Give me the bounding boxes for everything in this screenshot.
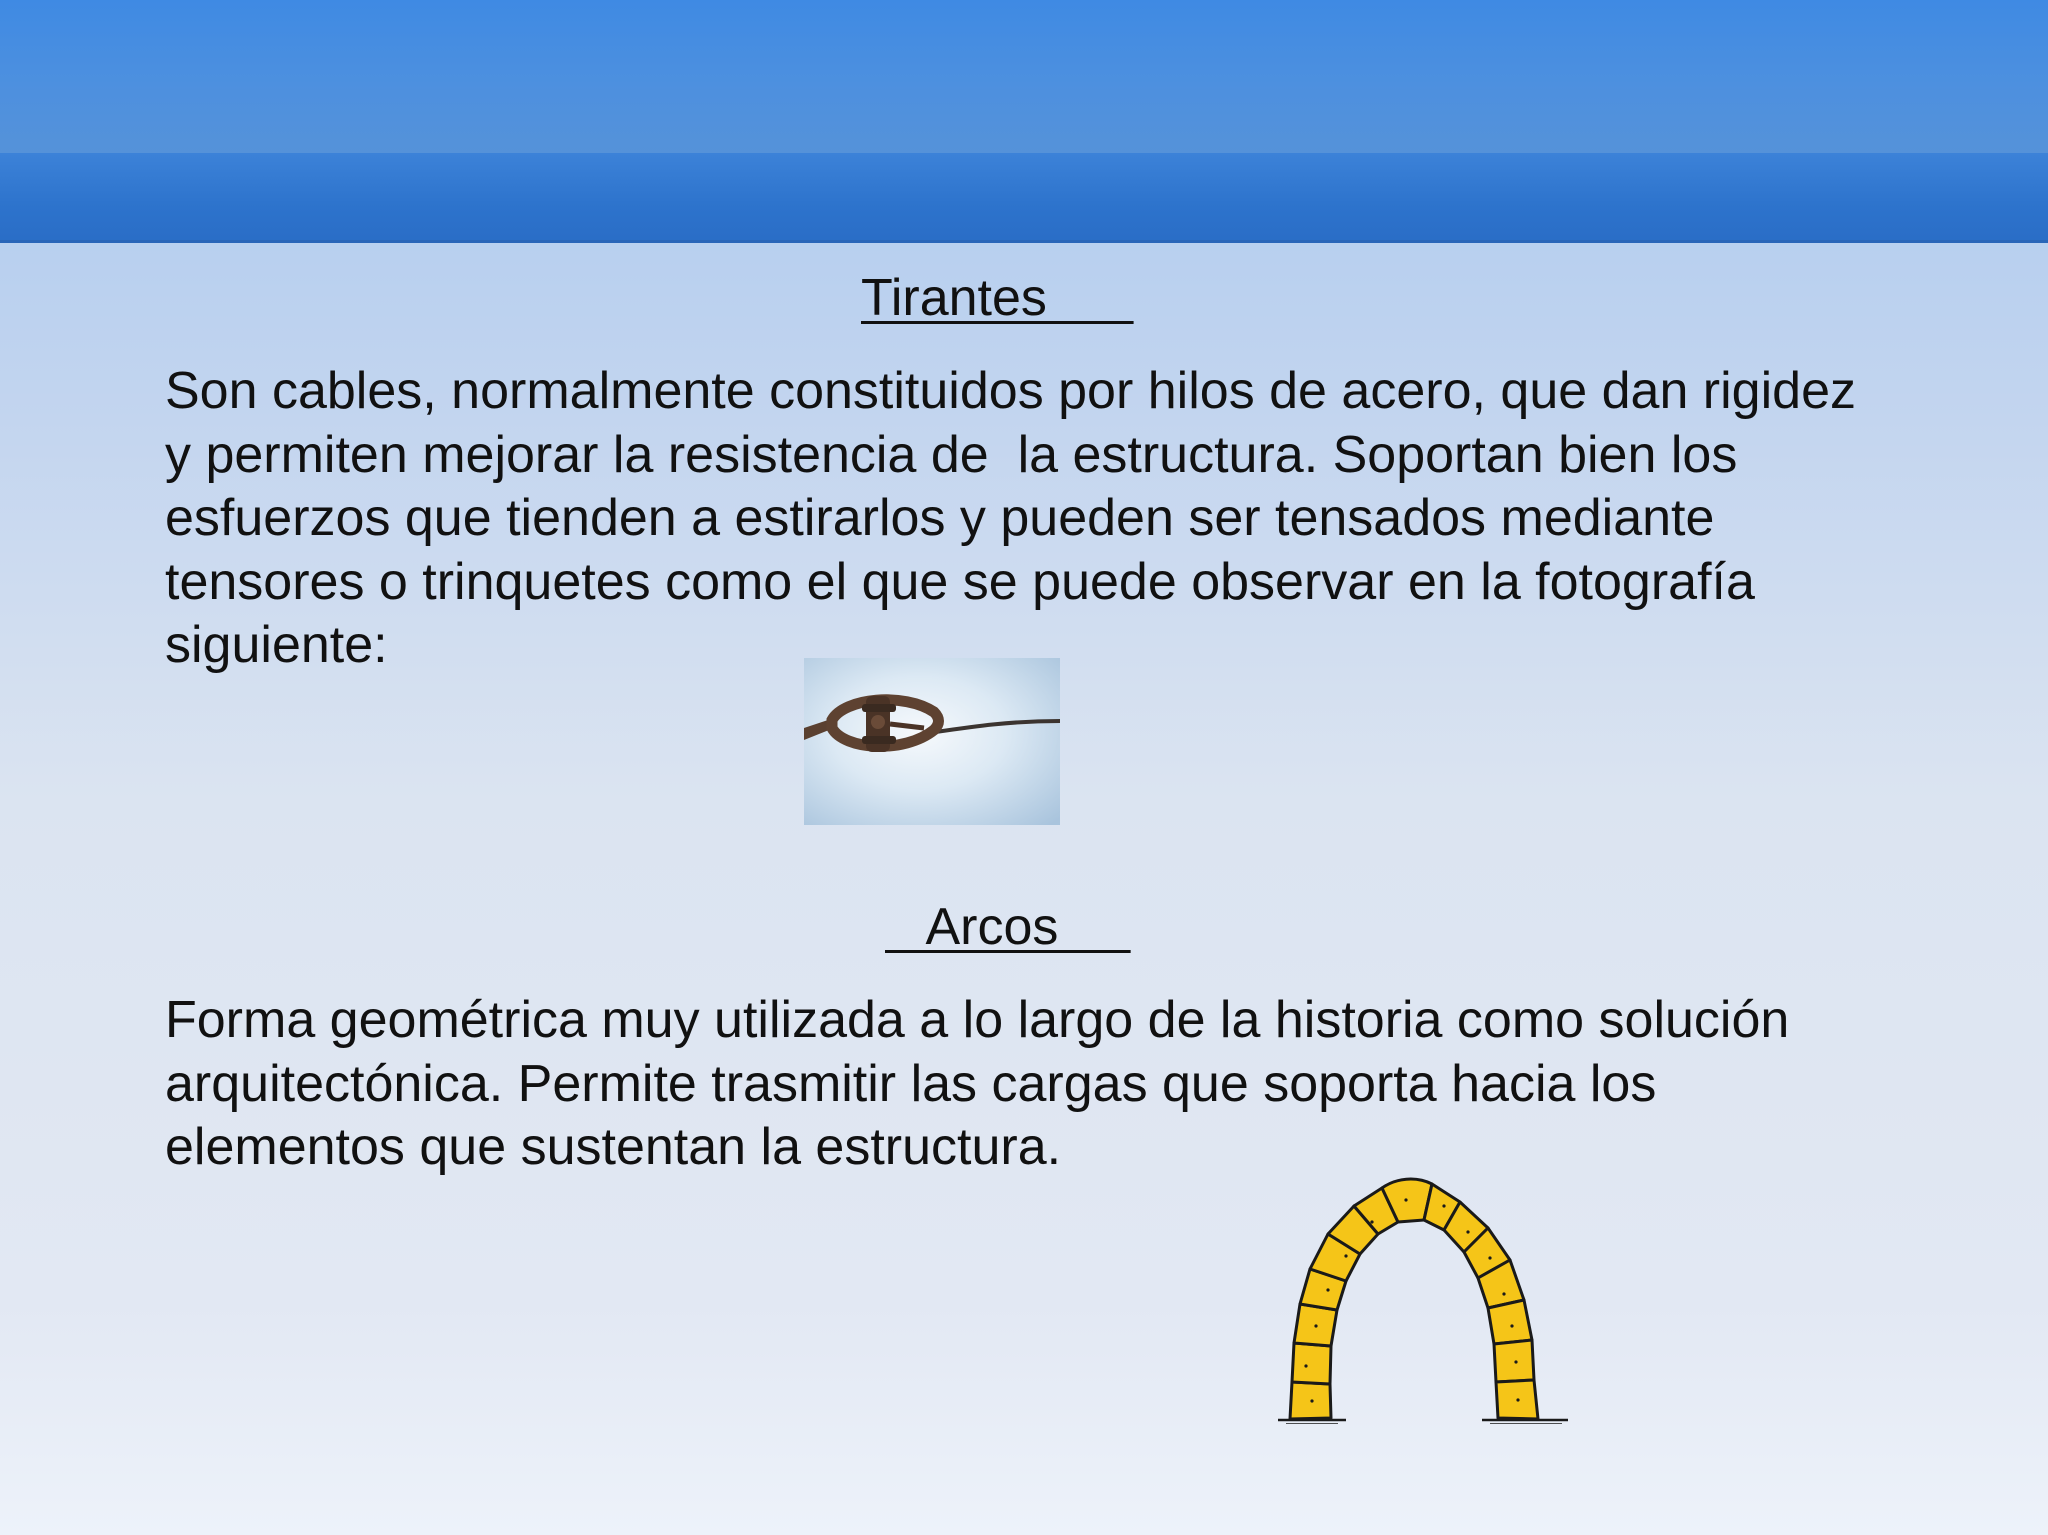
paragraph-line: siguiente: bbox=[165, 616, 388, 674]
paragraph-tirantes bbox=[165, 360, 2045, 678]
stone-arch-illustration bbox=[1276, 1176, 1572, 1424]
title-band bbox=[0, 0, 2048, 243]
paragraph-line: y permiten mejorar la resistencia de la estructura. Soportan bien los bbox=[165, 425, 1738, 484]
paragraph-line: Forma geométrica muy utilizada a lo largo de la historia como solución bbox=[165, 991, 1790, 1049]
heading-tirantes: Tirantes bbox=[861, 269, 1134, 327]
paragraph-arcos bbox=[165, 989, 2045, 1180]
paragraph-line: arquitectónica. Permite trasmitir las cargas que soporta hacia los bbox=[165, 1054, 1657, 1113]
paragraph-line: Son cables, normalmente constituidos por hilos de acero, que dan rigidez bbox=[165, 362, 1856, 420]
paragraph-line: esfuerzos que tienden a estirarlos y pueden ser tensados mediante bbox=[165, 489, 1715, 547]
heading-arcos: Arcos bbox=[885, 898, 1131, 956]
paragraph-line: tensores o trinquetes como el que se puede observar en la fotografía bbox=[165, 552, 1755, 611]
title-band-lower bbox=[0, 153, 2048, 243]
title-band-edge bbox=[0, 240, 2048, 243]
paragraph-line: elementos que sustentan la estructura. bbox=[165, 1118, 1062, 1176]
turnbuckle-photo bbox=[804, 658, 1060, 825]
title-band-upper bbox=[0, 0, 2048, 153]
